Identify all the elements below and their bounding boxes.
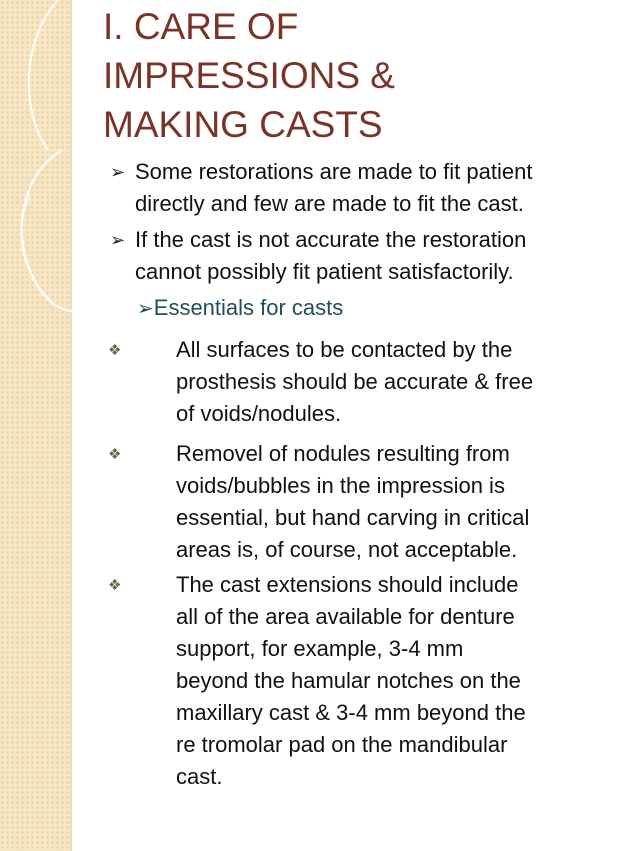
list-item-line: maxillary cast & 3-4 mm beyond the bbox=[176, 700, 526, 725]
bullet-line: If the cast is not accurate the restoration bbox=[135, 227, 527, 252]
decorative-swirl-graphic bbox=[0, 0, 110, 330]
list-item-line: The cast extensions should include bbox=[176, 572, 519, 597]
list-item-text bbox=[176, 569, 616, 793]
list-item-line: voids/bubbles in the impression is bbox=[176, 473, 505, 498]
bullet-text bbox=[135, 224, 615, 288]
list-item-line: Removel of nodules resulting from bbox=[176, 441, 510, 466]
list-item-line: areas is, of course, not acceptable. bbox=[176, 537, 518, 562]
list-item-line: support, for example, 3-4 mm bbox=[176, 636, 464, 661]
subheading-text: Essentials for casts bbox=[153, 295, 344, 320]
diamond-bullet-icon: ❖ bbox=[108, 342, 122, 359]
list-item-line: cast. bbox=[176, 764, 223, 789]
title-line: IMPRESSIONS & bbox=[103, 55, 395, 96]
bullet-line: cannot possibly fit patient satisfactorily. bbox=[135, 259, 514, 284]
bullet-line: Some restorations are made to fit patient bbox=[135, 159, 533, 184]
list-item-line: re tromolar pad on the mandibular bbox=[176, 732, 508, 757]
slide-title bbox=[103, 2, 623, 149]
arrow-bullet-icon: ➢ bbox=[110, 162, 126, 182]
arrow-bullet-icon: ➢ bbox=[137, 298, 154, 320]
list-item-text bbox=[176, 334, 616, 430]
list-item-text bbox=[176, 438, 616, 566]
bullet-line: directly and few are made to fit the cast. bbox=[135, 191, 524, 216]
subheading bbox=[137, 292, 343, 325]
list-item-line: of voids/nodules. bbox=[176, 401, 342, 426]
list-item-line: essential, but hand carving in critical bbox=[176, 505, 530, 530]
diamond-bullet-icon: ❖ bbox=[108, 577, 122, 594]
list-item-line: All surfaces to be contacted by the bbox=[176, 337, 513, 362]
title-line: I. CARE OF bbox=[103, 6, 299, 47]
diamond-bullet-icon: ❖ bbox=[108, 446, 122, 463]
arrow-bullet-icon: ➢ bbox=[110, 230, 126, 250]
list-item-line: beyond the hamular notches on the bbox=[176, 668, 521, 693]
bullet-text bbox=[135, 156, 615, 220]
list-item-line: prosthesis should be accurate & free bbox=[176, 369, 534, 394]
list-item-line: all of the area available for denture bbox=[176, 604, 515, 629]
title-line: MAKING CASTS bbox=[103, 104, 383, 145]
